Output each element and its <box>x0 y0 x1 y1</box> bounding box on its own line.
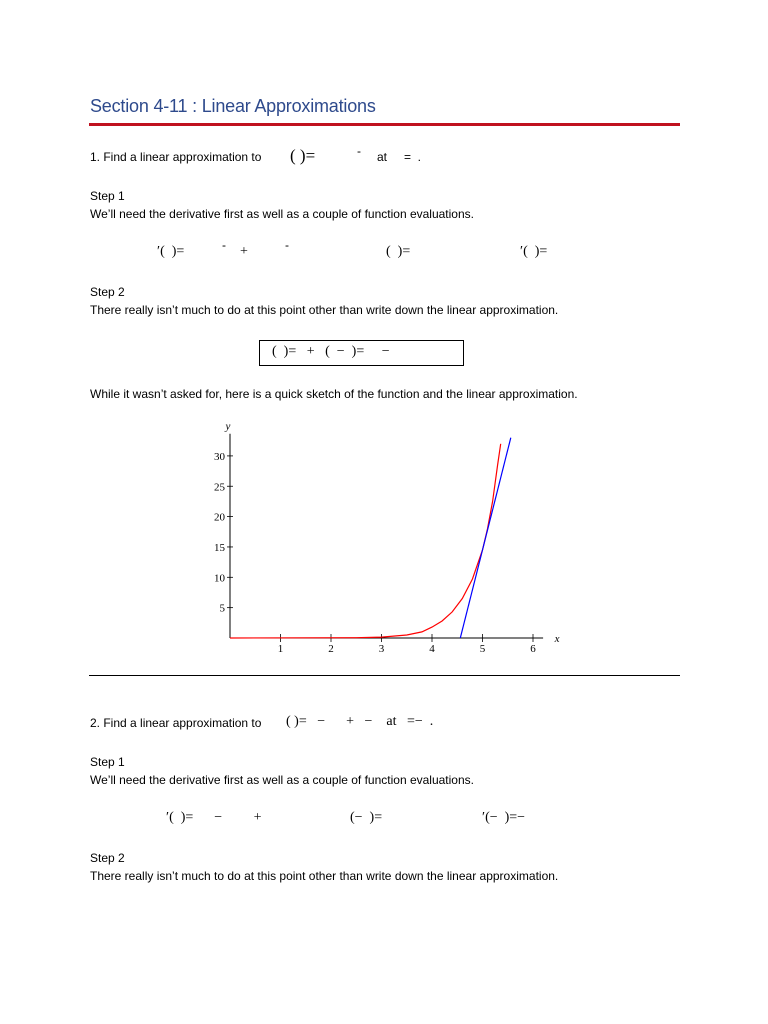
problem2-step2-text: There really isn’t much to do at this point other than write down the linear approximation. <box>90 869 559 883</box>
problem2-derivative-eq: ′( )= − + <box>166 810 262 825</box>
problem1-function: ( )= <box>290 146 316 165</box>
problem1-step1-text: We’ll need the derivative first as well as a couple of function evaluations. <box>90 207 474 221</box>
problem2-prompt: 2. Find a linear approximation to <box>90 716 262 730</box>
sketch-note: While it wasn’t asked for, here is a quick sketch of the function and the linear approximation. <box>90 387 578 401</box>
problem2-step2-label: Step 2 <box>90 851 125 865</box>
problem1-at-value: = . <box>404 150 422 164</box>
x-tick-label: 3 <box>378 643 385 655</box>
problem1-prompt: 1. Find a linear approximation to <box>90 150 262 164</box>
problem1-at-word: at <box>377 150 388 164</box>
problem1-derivative-eq: ′( )= <box>157 244 185 259</box>
y-axis-label: y <box>225 420 231 433</box>
problem1-derivative-plus: + <box>240 244 248 259</box>
tangent-line <box>460 438 511 638</box>
y-tick-label: 15 <box>214 541 225 554</box>
problem1-derivative-value: ′( )= <box>520 244 548 259</box>
x-tick-label: 5 <box>479 643 486 655</box>
section-title: Section 4-11 : Linear Approximations <box>90 96 376 116</box>
problem1-step2-text: There really isn’t much to do at this point other than write down the linear approximation. <box>90 303 559 317</box>
problem2-function: ( )= − + − at =− . <box>286 714 434 729</box>
problem1-exponent-sign: - <box>357 144 361 158</box>
y-tick-label: 30 <box>214 450 225 463</box>
linear-approximation-formula: ( )= + ( − )= − <box>272 344 390 359</box>
x-axis-label: x <box>554 633 560 645</box>
y-tick-label: 20 <box>214 511 225 524</box>
problem2-derivative-value: ′(− )=− <box>482 810 526 825</box>
problem1-derivative-exp-b: - <box>285 238 289 252</box>
function-sketch-chart <box>200 420 560 660</box>
problem2-step1-text: We’ll need the derivative first as well as a couple of function evaluations. <box>90 773 474 787</box>
problem1-step1-label: Step 1 <box>90 189 125 203</box>
x-tick-label: 6 <box>530 643 536 655</box>
x-tick-label: 2 <box>328 643 334 655</box>
problem1-step2-label: Step 2 <box>90 285 125 299</box>
problem2-step1-label: Step 1 <box>90 755 125 769</box>
title-underline <box>89 123 680 126</box>
x-tick-label: 1 <box>277 643 284 655</box>
function-curve <box>230 444 501 638</box>
section-divider <box>89 675 680 676</box>
problem2-function-value: (− )= <box>350 810 383 825</box>
problem1-function-value: ( )= <box>386 244 411 259</box>
y-tick-label: 10 <box>214 572 225 585</box>
y-tick-label: 25 <box>214 481 225 494</box>
problem1-derivative-exp-a: - <box>222 238 226 252</box>
y-tick-label: 5 <box>219 602 225 615</box>
x-tick-label: 4 <box>429 643 435 655</box>
